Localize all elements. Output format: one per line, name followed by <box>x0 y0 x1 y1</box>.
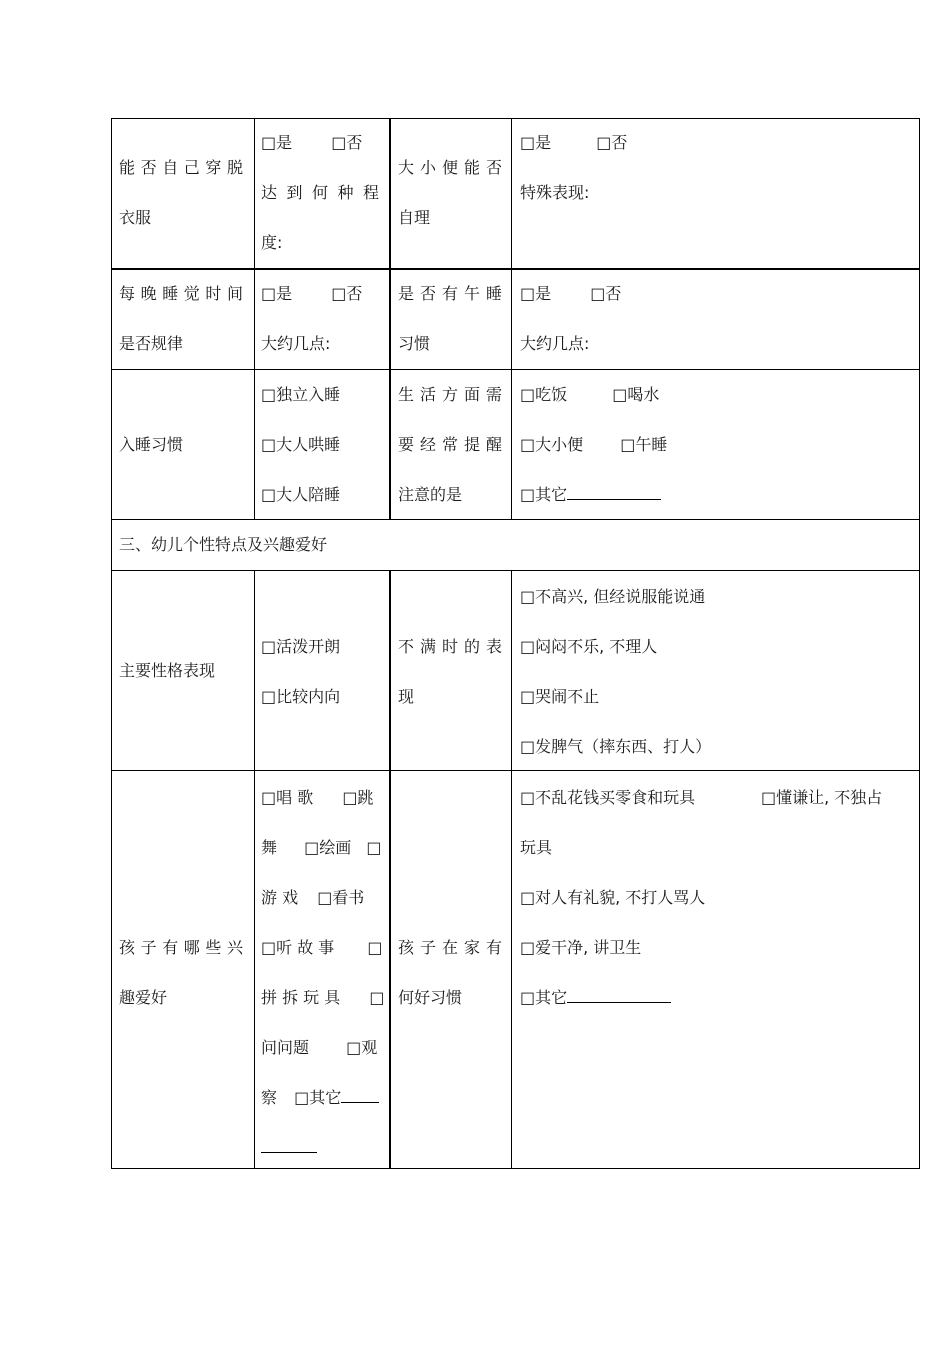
field-label: 大小便能否 <box>398 158 502 177</box>
toys-checkbox[interactable]: □ <box>367 938 383 957</box>
yes-checkbox[interactable]: □是 <box>261 133 293 152</box>
field-label: 何好习惯 <box>398 988 463 1007</box>
no-checkbox[interactable]: □否 <box>331 284 363 303</box>
hobby-text: 问问题 <box>261 1038 310 1057</box>
sleep-options-cell <box>261 269 383 369</box>
other-fill-blank[interactable] <box>567 485 661 500</box>
dressing-options-cell <box>261 118 383 268</box>
no-checkbox[interactable]: □否 <box>596 133 628 152</box>
column-divider <box>254 570 255 1168</box>
hobby-text: 游 戏 <box>261 888 299 907</box>
habits-label-cell <box>398 771 502 1168</box>
hobby-text: 舞 <box>261 838 278 857</box>
table-right-border <box>919 118 920 1168</box>
option-checkbox[interactable]: □不高兴, 但经说服能说通 <box>520 587 706 606</box>
observe-checkbox[interactable]: □观 <box>346 1038 378 1057</box>
field-label: 孩子有哪些兴 <box>119 938 243 957</box>
reading-checkbox[interactable]: □看书 <box>317 888 365 907</box>
yes-checkbox[interactable]: □是 <box>261 284 293 303</box>
hobbies-label-cell <box>119 771 243 1168</box>
option-checkbox[interactable]: □懂谦让, 不独占 <box>761 788 883 807</box>
other-checkbox[interactable]: □其它 <box>520 988 568 1007</box>
yes-checkbox[interactable]: □是 <box>520 133 552 152</box>
displeasure-label-cell <box>398 571 502 770</box>
personality-label-cell <box>119 571 243 770</box>
column-divider <box>254 118 255 520</box>
other-checkbox[interactable]: □其它 <box>520 485 568 504</box>
field-label: 是否规律 <box>119 334 184 353</box>
field-label: 习惯 <box>398 334 431 353</box>
time-text: 大约几点: <box>261 334 331 353</box>
section-heading-cell <box>119 520 909 570</box>
drink-checkbox[interactable]: □喝水 <box>612 385 660 404</box>
section-title: 三、幼儿个性特点及兴趣爱好 <box>119 535 328 554</box>
dressing-label-cell <box>119 118 243 268</box>
singing-checkbox[interactable]: □唱 歌 <box>261 788 314 807</box>
field-label: 每晚睡觉时间 <box>119 284 243 303</box>
option-checkbox[interactable]: □爱干净, 讲卫生 <box>520 938 642 957</box>
field-label: 能否自己穿脱 <box>119 158 243 177</box>
personality-options-cell <box>261 571 383 770</box>
table-bottom-border <box>111 1168 920 1169</box>
displeasure-options-cell <box>520 571 910 770</box>
questions-checkbox[interactable]: □ <box>369 988 385 1007</box>
no-checkbox[interactable]: □否 <box>331 133 363 152</box>
nap-checkbox[interactable]: □午睡 <box>620 435 668 454</box>
column-divider <box>511 118 512 520</box>
option-checkbox[interactable]: □闷闷不乐, 不理人 <box>520 637 658 656</box>
no-checkbox[interactable]: □否 <box>590 284 622 303</box>
degree-text: 达到何种程 <box>261 183 379 202</box>
option-checkbox[interactable]: □发脾气（摔东西、打人） <box>520 737 712 756</box>
habits-options-cell <box>520 771 912 1168</box>
dancing-checkbox[interactable]: □跳 <box>342 788 374 807</box>
column-divider <box>511 570 512 1168</box>
drawing-checkbox[interactable]: □绘画 <box>304 838 352 857</box>
reminder-label-cell <box>398 370 502 520</box>
other-checkbox[interactable]: □其它 <box>294 1088 342 1107</box>
other-fill-blank[interactable] <box>567 988 671 1003</box>
other-fill-blank[interactable] <box>261 1138 317 1153</box>
nap-options-cell <box>520 269 910 369</box>
toilet-checkbox[interactable]: □大小便 <box>520 435 584 454</box>
option-checkbox[interactable]: □对人有礼貌, 不打人骂人 <box>520 888 706 907</box>
yes-checkbox[interactable]: □是 <box>520 284 552 303</box>
toilet-label-cell <box>398 118 502 268</box>
field-label: 入睡习惯 <box>119 435 184 454</box>
field-label: 自理 <box>398 208 431 227</box>
degree-text: 度: <box>261 233 283 252</box>
special-text: 特殊表现: <box>520 183 590 202</box>
option-text: 玩具 <box>520 838 553 857</box>
hobby-text: 察 <box>261 1088 278 1107</box>
column-divider <box>389 118 391 520</box>
option-checkbox[interactable]: □活泼开朗 <box>261 637 341 656</box>
field-label: 生活方面需 <box>398 385 502 404</box>
nap-label-cell <box>398 269 502 369</box>
sleep-label-cell <box>119 269 243 369</box>
option-checkbox[interactable]: □大人陪睡 <box>261 485 341 504</box>
eat-checkbox[interactable]: □吃饭 <box>520 385 568 404</box>
toilet-options-cell <box>520 118 910 268</box>
field-label: 现 <box>398 687 415 706</box>
hobbies-options-cell <box>261 771 385 1168</box>
reminder-options-cell <box>520 370 910 520</box>
field-label: 衣服 <box>119 208 152 227</box>
stories-checkbox[interactable]: □听 故 事 <box>261 938 335 957</box>
hobby-text: 拼 拆 玩 具 <box>261 988 341 1007</box>
field-label: 主要性格表现 <box>119 661 216 680</box>
bedtime-label-cell <box>119 370 243 520</box>
field-label: 孩子在家有 <box>398 938 502 957</box>
field-label: 不满时的表 <box>398 637 502 656</box>
option-checkbox[interactable]: □独立入睡 <box>261 385 341 404</box>
other-fill-blank[interactable] <box>341 1088 379 1103</box>
column-divider <box>389 570 391 1168</box>
field-label: 是否有午睡 <box>398 284 502 303</box>
option-checkbox[interactable]: □哭闹不止 <box>520 687 600 706</box>
field-label: 注意的是 <box>398 485 463 504</box>
time-text: 大约几点: <box>520 334 590 353</box>
option-checkbox[interactable]: □不乱花钱买零食和玩具 <box>520 788 696 807</box>
option-checkbox[interactable]: □比较内向 <box>261 687 341 706</box>
bedtime-options-cell <box>261 370 383 520</box>
field-label: 要经常提醒 <box>398 435 502 454</box>
option-checkbox[interactable]: □大人哄睡 <box>261 435 341 454</box>
table-left-border <box>111 118 112 1168</box>
games-checkbox[interactable]: □ <box>366 838 382 857</box>
field-label: 趣爱好 <box>119 988 168 1007</box>
